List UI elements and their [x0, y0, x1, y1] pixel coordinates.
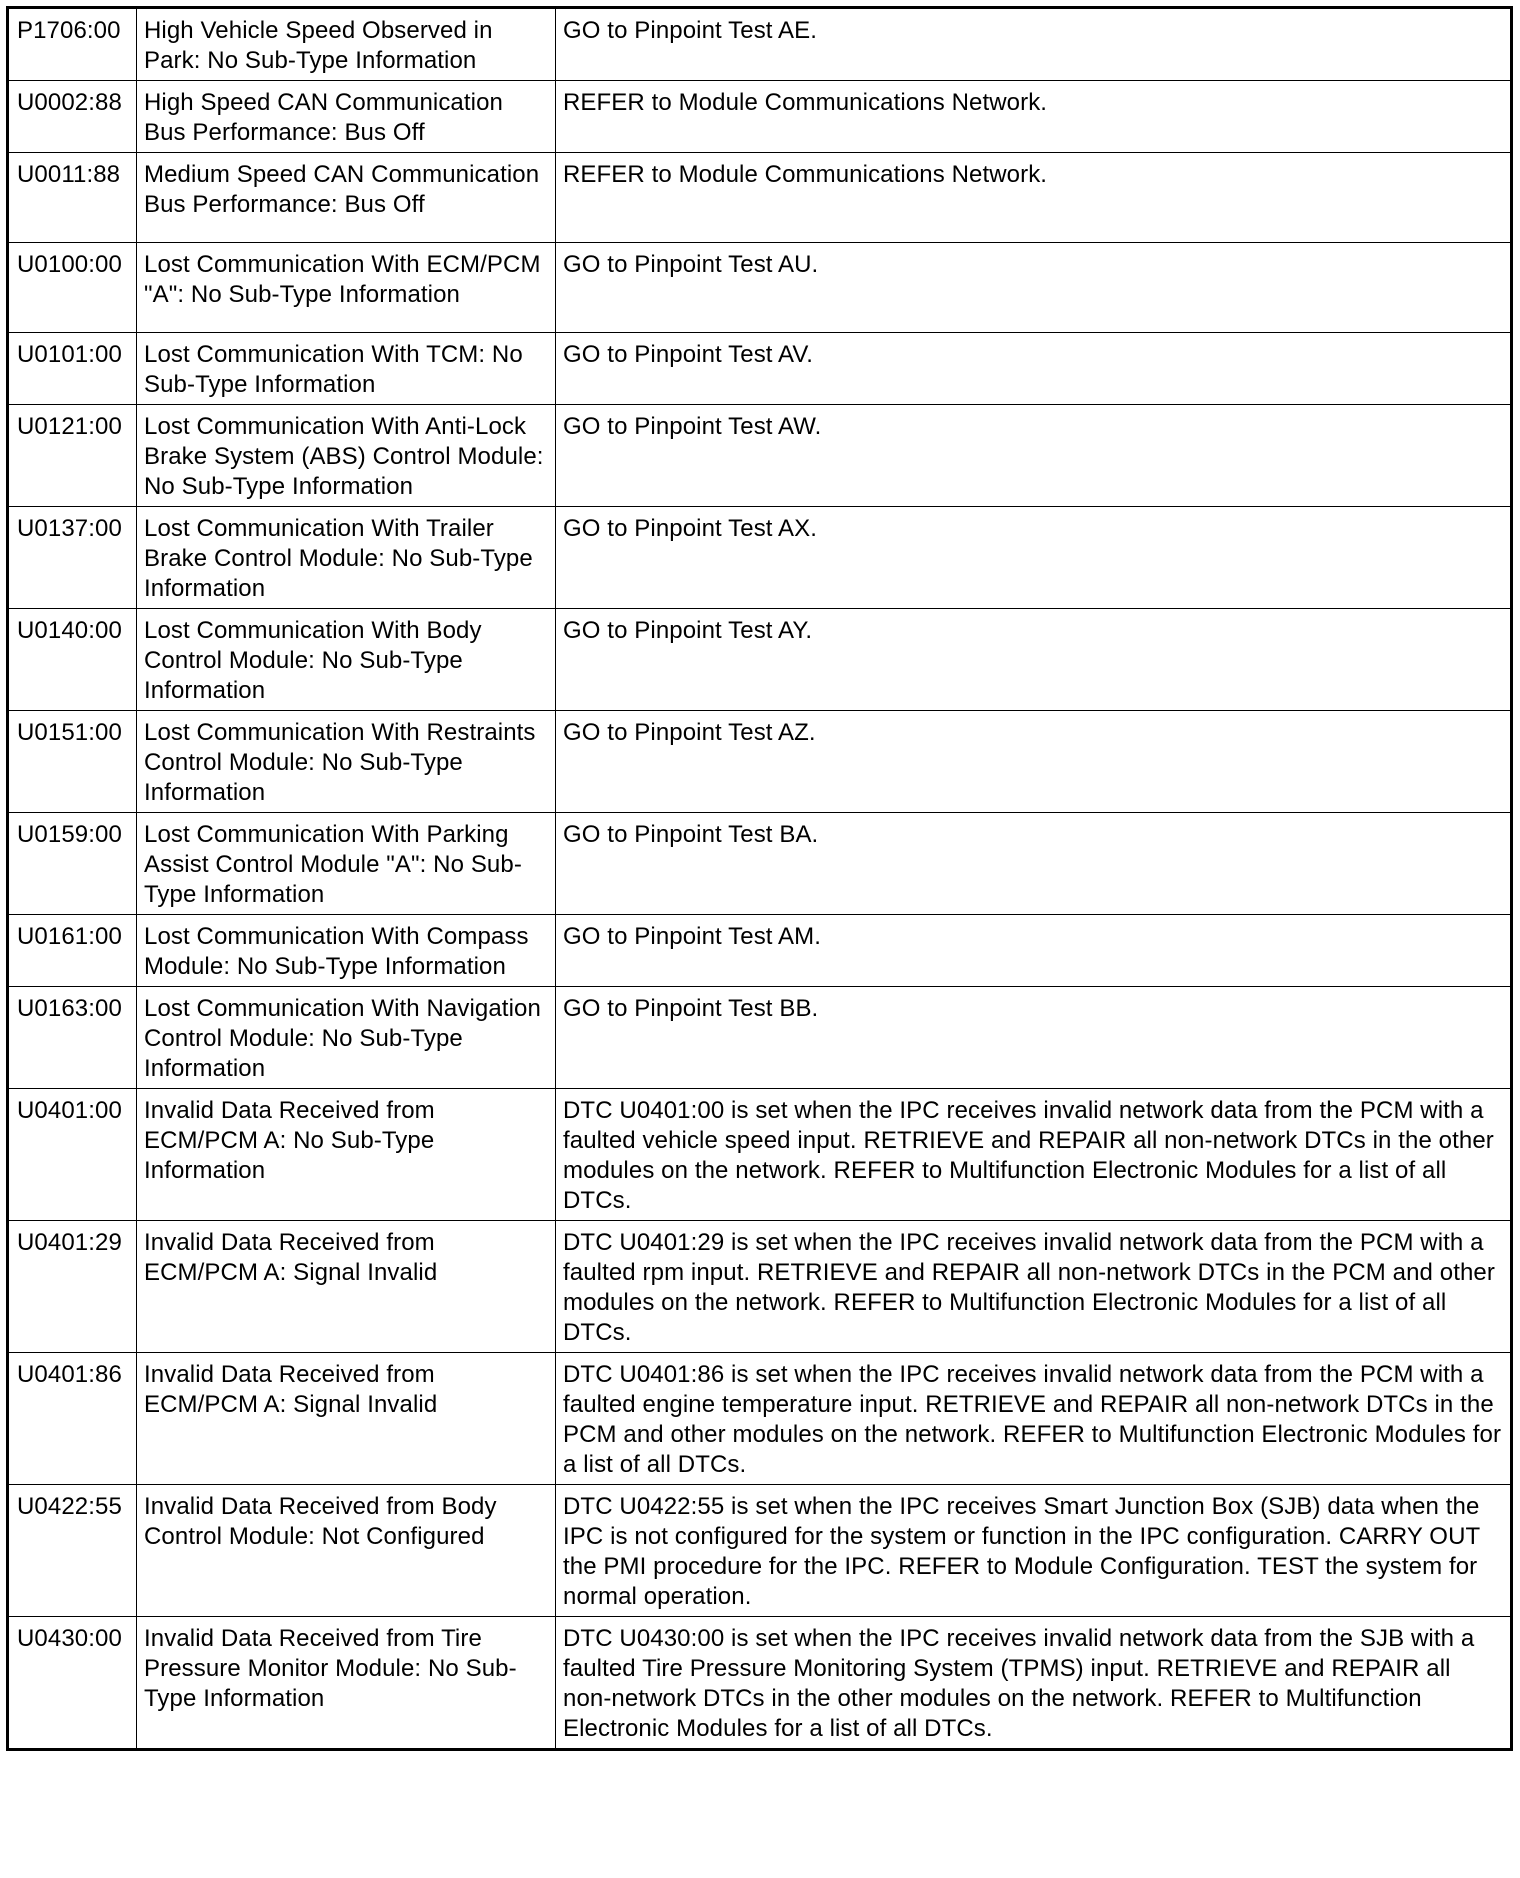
dtc-action-cell: GO to Pinpoint Test BA.	[556, 813, 1512, 915]
dtc-description-cell: High Vehicle Speed Observed in Park: No Sub-Type Information	[137, 8, 556, 81]
dtc-action-cell: DTC U0422:55 is set when the IPC receives Smart Junction Box (SJB) data when the IPC is not configured for the system or function in the IPC configuration. CARRY OUT the PMI procedure for the IPC. REFER to Module Configuration. TEST the system for normal operation.	[556, 1485, 1512, 1617]
dtc-code-cell: U0401:00	[8, 1089, 137, 1221]
table-row	[8, 8, 1512, 81]
dtc-action-cell: REFER to Module Communications Network.	[556, 153, 1512, 243]
table-row	[8, 1221, 1512, 1353]
dtc-description-cell: Lost Communication With Body Control Module: No Sub-Type Information	[137, 609, 556, 711]
dtc-description-cell: Invalid Data Received from Body Control Module: Not Configured	[137, 1485, 556, 1617]
table-row	[8, 1485, 1512, 1617]
dtc-table-body	[8, 8, 1512, 1750]
dtc-description-cell: Lost Communication With ECM/PCM "A": No Sub-Type Information	[137, 243, 556, 333]
dtc-code-cell: U0137:00	[8, 507, 137, 609]
dtc-description-cell: Invalid Data Received from ECM/PCM A: No Sub-Type Information	[137, 1089, 556, 1221]
table-row	[8, 333, 1512, 405]
dtc-action-cell: GO to Pinpoint Test AY.	[556, 609, 1512, 711]
dtc-code-cell: U0121:00	[8, 405, 137, 507]
table-row	[8, 243, 1512, 333]
table-row	[8, 81, 1512, 153]
dtc-action-cell: GO to Pinpoint Test AM.	[556, 915, 1512, 987]
dtc-code-cell: U0140:00	[8, 609, 137, 711]
dtc-description-cell: Lost Communication With Parking Assist Control Module "A": No Sub-Type Information	[137, 813, 556, 915]
dtc-description-cell: Lost Communication With TCM: No Sub-Type Information	[137, 333, 556, 405]
dtc-action-cell: GO to Pinpoint Test AZ.	[556, 711, 1512, 813]
dtc-description-cell: Lost Communication With Navigation Control Module: No Sub-Type Information	[137, 987, 556, 1089]
dtc-code-cell: U0163:00	[8, 987, 137, 1089]
dtc-code-cell: U0011:88	[8, 153, 137, 243]
dtc-action-cell: DTC U0430:00 is set when the IPC receives invalid network data from the SJB with a faulted Tire Pressure Monitoring System (TPMS) input. RETRIEVE and REPAIR all non-network DTCs in the other modules on the network. REFER to Multifunction Electronic Modules for a list of all DTCs.	[556, 1617, 1512, 1750]
dtc-description-cell: Lost Communication With Trailer Brake Control Module: No Sub-Type Information	[137, 507, 556, 609]
dtc-code-cell: U0159:00	[8, 813, 137, 915]
dtc-code-cell: U0401:86	[8, 1353, 137, 1485]
table-row	[8, 609, 1512, 711]
dtc-action-cell: GO to Pinpoint Test AX.	[556, 507, 1512, 609]
dtc-action-cell: DTC U0401:29 is set when the IPC receives invalid network data from the PCM with a faulted rpm input. RETRIEVE and REPAIR all non-network DTCs in the PCM and other modules on the network. REFER to Multifunction Electronic Modules for a list of all DTCs.	[556, 1221, 1512, 1353]
dtc-code-cell: U0401:29	[8, 1221, 137, 1353]
table-row	[8, 915, 1512, 987]
dtc-action-cell: DTC U0401:86 is set when the IPC receives invalid network data from the PCM with a faulted engine temperature input. RETRIEVE and REPAIR all non-network DTCs in the PCM and other modules on the network. REFER to Multifunction Electronic Modules for a list of all DTCs.	[556, 1353, 1512, 1485]
dtc-description-cell: Invalid Data Received from ECM/PCM A: Signal Invalid	[137, 1353, 556, 1485]
dtc-action-cell: GO to Pinpoint Test AW.	[556, 405, 1512, 507]
dtc-code-cell: U0002:88	[8, 81, 137, 153]
dtc-description-cell: Lost Communication With Restraints Control Module: No Sub-Type Information	[137, 711, 556, 813]
dtc-code-cell: U0100:00	[8, 243, 137, 333]
dtc-description-cell: Lost Communication With Compass Module: No Sub-Type Information	[137, 915, 556, 987]
dtc-action-cell: DTC U0401:00 is set when the IPC receives invalid network data from the PCM with a faulted vehicle speed input. RETRIEVE and REPAIR all non-network DTCs in the other modules on the network. REFER to Multifunction Electronic Modules for a list of all DTCs.	[556, 1089, 1512, 1221]
dtc-code-cell: U0430:00	[8, 1617, 137, 1750]
table-row	[8, 405, 1512, 507]
dtc-description-cell: Lost Communication With Anti-Lock Brake System (ABS) Control Module: No Sub-Type Information	[137, 405, 556, 507]
table-row	[8, 1089, 1512, 1221]
dtc-action-cell: GO to Pinpoint Test AV.	[556, 333, 1512, 405]
dtc-description-cell: Medium Speed CAN Communication Bus Performance: Bus Off	[137, 153, 556, 243]
dtc-action-cell: GO to Pinpoint Test BB.	[556, 987, 1512, 1089]
dtc-action-cell: REFER to Module Communications Network.	[556, 81, 1512, 153]
dtc-description-cell: Invalid Data Received from ECM/PCM A: Signal Invalid	[137, 1221, 556, 1353]
table-row	[8, 711, 1512, 813]
table-row	[8, 813, 1512, 915]
dtc-table	[6, 6, 1513, 1751]
dtc-code-cell: U0422:55	[8, 1485, 137, 1617]
dtc-code-cell: P1706:00	[8, 8, 137, 81]
dtc-code-cell: U0161:00	[8, 915, 137, 987]
table-row	[8, 153, 1512, 243]
table-row	[8, 987, 1512, 1089]
dtc-action-cell: GO to Pinpoint Test AU.	[556, 243, 1512, 333]
dtc-description-cell: High Speed CAN Communication Bus Performance: Bus Off	[137, 81, 556, 153]
dtc-description-cell: Invalid Data Received from Tire Pressure Monitor Module: No Sub-Type Information	[137, 1617, 556, 1750]
dtc-code-cell: U0101:00	[8, 333, 137, 405]
dtc-code-cell: U0151:00	[8, 711, 137, 813]
table-row	[8, 507, 1512, 609]
table-row	[8, 1353, 1512, 1485]
dtc-action-cell: GO to Pinpoint Test AE.	[556, 8, 1512, 81]
table-row	[8, 1617, 1512, 1750]
